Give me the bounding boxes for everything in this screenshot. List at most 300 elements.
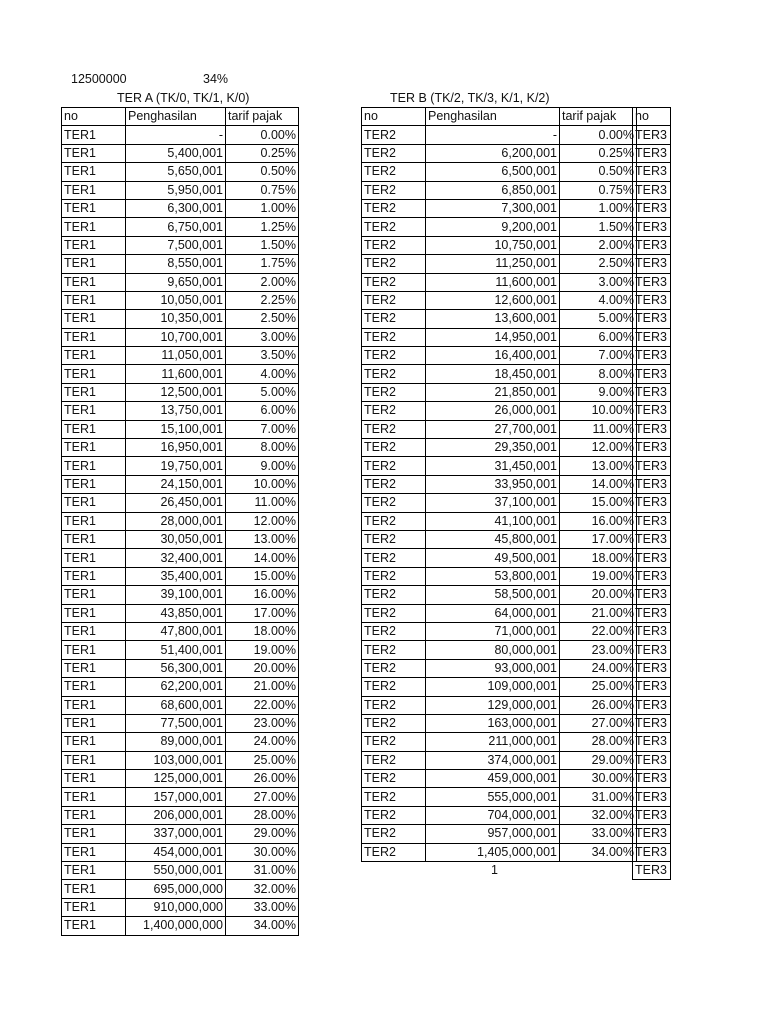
table-cell[interactable]: 1,400,000,000: [126, 917, 226, 935]
table-cell[interactable]: TER2: [362, 144, 426, 162]
table-cell[interactable]: TER1: [62, 310, 126, 328]
table-cell[interactable]: 1.00%: [560, 199, 637, 217]
table-cell[interactable]: 13,600,001: [426, 310, 560, 328]
table-cell[interactable]: TER2: [362, 696, 426, 714]
table-cell[interactable]: TER3: [633, 641, 671, 659]
table-cell[interactable]: TER1: [62, 622, 126, 640]
table-cell[interactable]: TER2: [362, 291, 426, 309]
table-cell[interactable]: TER1: [62, 218, 126, 236]
table-cell[interactable]: TER1: [62, 199, 126, 217]
table-cell[interactable]: TER1: [62, 806, 126, 824]
table-cell[interactable]: TER3: [633, 862, 671, 880]
table-cell[interactable]: 32.00%: [226, 880, 299, 898]
table-cell[interactable]: TER2: [362, 622, 426, 640]
table-cell[interactable]: 17.00%: [560, 530, 637, 548]
table-cell[interactable]: 550,000,001: [126, 862, 226, 880]
table-cell[interactable]: TER3: [633, 788, 671, 806]
table-cell[interactable]: TER3: [633, 586, 671, 604]
table-cell[interactable]: 28.00%: [560, 733, 637, 751]
table-cell[interactable]: 0.50%: [560, 163, 637, 181]
table-cell[interactable]: 32,400,001: [126, 549, 226, 567]
table-cell[interactable]: TER2: [362, 659, 426, 677]
table-cell[interactable]: TER3: [633, 770, 671, 788]
table-cell[interactable]: TER2: [362, 714, 426, 732]
table-cell[interactable]: TER2: [362, 383, 426, 401]
table-cell[interactable]: TER2: [362, 475, 426, 493]
table-cell[interactable]: 21.00%: [226, 678, 299, 696]
table-cell[interactable]: TER1: [62, 678, 126, 696]
table-cell[interactable]: TER1: [62, 163, 126, 181]
table-cell[interactable]: TER1: [62, 530, 126, 548]
table-cell[interactable]: 68,600,001: [126, 696, 226, 714]
table-cell[interactable]: 8,550,001: [126, 255, 226, 273]
table-cell[interactable]: 11.00%: [226, 494, 299, 512]
table-cell[interactable]: TER2: [362, 402, 426, 420]
table-cell[interactable]: TER1: [62, 439, 126, 457]
table-cell[interactable]: TER1: [62, 843, 126, 861]
table-cell[interactable]: 0.00%: [560, 126, 637, 144]
table-cell[interactable]: 29.00%: [560, 751, 637, 769]
table-cell[interactable]: TER3: [633, 604, 671, 622]
table-cell[interactable]: 9.00%: [560, 383, 637, 401]
table-cell[interactable]: 14.00%: [560, 475, 637, 493]
table-cell[interactable]: TER1: [62, 567, 126, 585]
table-cell[interactable]: 16.00%: [226, 586, 299, 604]
table-cell[interactable]: 28.00%: [226, 806, 299, 824]
table-cell[interactable]: TER3: [633, 126, 671, 144]
table-cell[interactable]: 26.00%: [560, 696, 637, 714]
table-cell[interactable]: 12.00%: [560, 439, 637, 457]
table-cell[interactable]: 31.00%: [560, 788, 637, 806]
table-cell[interactable]: 1.75%: [226, 255, 299, 273]
table-cell[interactable]: -: [126, 126, 226, 144]
table-cell[interactable]: 19.00%: [560, 567, 637, 585]
table-cell[interactable]: 555,000,001: [426, 788, 560, 806]
table-cell[interactable]: 18,450,001: [426, 365, 560, 383]
table-cell[interactable]: 24,150,001: [126, 475, 226, 493]
table-cell[interactable]: 125,000,001: [126, 770, 226, 788]
table-cell[interactable]: 33.00%: [226, 898, 299, 916]
table-cell[interactable]: TER3: [633, 549, 671, 567]
table-cell[interactable]: 157,000,001: [126, 788, 226, 806]
table-cell[interactable]: 22.00%: [226, 696, 299, 714]
column-header[interactable]: tarif pajak: [226, 108, 299, 126]
table-cell[interactable]: 17.00%: [226, 604, 299, 622]
table-cell[interactable]: 6,200,001: [426, 144, 560, 162]
column-header[interactable]: no: [362, 108, 426, 126]
table-cell[interactable]: TER3: [633, 806, 671, 824]
table-cell[interactable]: 18.00%: [560, 549, 637, 567]
table-cell[interactable]: TER3: [633, 751, 671, 769]
table-cell[interactable]: TER3: [633, 236, 671, 254]
table-cell[interactable]: TER2: [362, 347, 426, 365]
table-cell[interactable]: 31,450,001: [426, 457, 560, 475]
table-cell[interactable]: 9,200,001: [426, 218, 560, 236]
table-cell[interactable]: TER2: [362, 678, 426, 696]
table-cell[interactable]: TER1: [62, 880, 126, 898]
table-cell[interactable]: TER1: [62, 659, 126, 677]
table-cell[interactable]: TER3: [633, 347, 671, 365]
column-header[interactable]: no: [633, 108, 671, 126]
table-cell[interactable]: 51,400,001: [126, 641, 226, 659]
percent-value-cell[interactable]: 34%: [203, 72, 229, 86]
table-cell[interactable]: 13.00%: [560, 457, 637, 475]
table-cell[interactable]: 6,500,001: [426, 163, 560, 181]
table-cell[interactable]: TER2: [362, 567, 426, 585]
table-cell[interactable]: TER2: [362, 512, 426, 530]
table-cell[interactable]: TER3: [633, 328, 671, 346]
table-cell[interactable]: TER3: [633, 199, 671, 217]
table-cell[interactable]: TER2: [362, 788, 426, 806]
table-cell[interactable]: TER1: [62, 126, 126, 144]
table-cell[interactable]: 12,600,001: [426, 291, 560, 309]
table-cell[interactable]: TER1: [62, 917, 126, 935]
table-cell[interactable]: 9,650,001: [126, 273, 226, 291]
table-cell[interactable]: 30,050,001: [126, 530, 226, 548]
table-cell[interactable]: TER1: [62, 383, 126, 401]
table-cell[interactable]: 25.00%: [560, 678, 637, 696]
table-cell[interactable]: TER1: [62, 898, 126, 916]
table-cell[interactable]: 5,650,001: [126, 163, 226, 181]
table-cell[interactable]: 77,500,001: [126, 714, 226, 732]
table-cell[interactable]: TER3: [633, 310, 671, 328]
table-cell[interactable]: TER3: [633, 439, 671, 457]
table-cell[interactable]: TER2: [362, 825, 426, 843]
table-cell[interactable]: 37,100,001: [426, 494, 560, 512]
table-cell[interactable]: TER2: [362, 770, 426, 788]
table-cell[interactable]: 8.00%: [226, 439, 299, 457]
table-cell[interactable]: 28,000,001: [126, 512, 226, 530]
table-cell[interactable]: TER1: [62, 144, 126, 162]
column-header[interactable]: Penghasilan: [126, 108, 226, 126]
table-cell[interactable]: 62,200,001: [126, 678, 226, 696]
table-cell[interactable]: 39,100,001: [126, 586, 226, 604]
table-cell[interactable]: 0.00%: [226, 126, 299, 144]
table-cell[interactable]: TER2: [362, 586, 426, 604]
table-cell[interactable]: 206,000,001: [126, 806, 226, 824]
table-cell[interactable]: 30.00%: [560, 770, 637, 788]
table-cell[interactable]: 1,405,000,001: [426, 843, 560, 861]
table-cell[interactable]: 1.50%: [226, 236, 299, 254]
table-cell[interactable]: TER2: [362, 126, 426, 144]
table-cell[interactable]: TER3: [633, 144, 671, 162]
table-cell[interactable]: TER1: [62, 696, 126, 714]
table-cell[interactable]: 23.00%: [226, 714, 299, 732]
table-cell[interactable]: 11,250,001: [426, 255, 560, 273]
table-cell[interactable]: TER1: [62, 347, 126, 365]
table-cell[interactable]: 6,850,001: [426, 181, 560, 199]
table-cell[interactable]: TER2: [362, 549, 426, 567]
table-cell[interactable]: 16.00%: [560, 512, 637, 530]
column-header[interactable]: no: [62, 108, 126, 126]
table-cell[interactable]: 459,000,001: [426, 770, 560, 788]
table-cell[interactable]: 15.00%: [226, 567, 299, 585]
table-cell[interactable]: 27,700,001: [426, 420, 560, 438]
table-cell[interactable]: 64,000,001: [426, 604, 560, 622]
table-cell[interactable]: TER2: [362, 310, 426, 328]
table-cell[interactable]: 49,500,001: [426, 549, 560, 567]
table-cell[interactable]: 7.00%: [226, 420, 299, 438]
table-cell[interactable]: 26.00%: [226, 770, 299, 788]
table-cell[interactable]: TER2: [362, 328, 426, 346]
table-cell[interactable]: TER1: [62, 586, 126, 604]
table-cell[interactable]: 53,800,001: [426, 567, 560, 585]
table-cell[interactable]: 71,000,001: [426, 622, 560, 640]
table-cell[interactable]: 30.00%: [226, 843, 299, 861]
table-cell[interactable]: 0.25%: [560, 144, 637, 162]
table-cell[interactable]: TER2: [362, 604, 426, 622]
table-cell[interactable]: 3.50%: [226, 347, 299, 365]
table-cell[interactable]: TER2: [362, 163, 426, 181]
table-cell[interactable]: 6,750,001: [126, 218, 226, 236]
table-cell[interactable]: TER3: [633, 402, 671, 420]
table-cell[interactable]: 35,400,001: [126, 567, 226, 585]
table-cell[interactable]: TER2: [362, 236, 426, 254]
table-cell[interactable]: TER1: [62, 733, 126, 751]
income-value-cell[interactable]: 12500000: [71, 72, 127, 86]
table-cell[interactable]: TER3: [633, 494, 671, 512]
table-cell[interactable]: TER3: [633, 255, 671, 273]
table-cell[interactable]: 6.00%: [226, 402, 299, 420]
table-cell[interactable]: TER1: [62, 641, 126, 659]
table-cell[interactable]: TER3: [633, 163, 671, 181]
table-cell[interactable]: 11,600,001: [426, 273, 560, 291]
table-cell[interactable]: 337,000,001: [126, 825, 226, 843]
table-cell[interactable]: 2.50%: [560, 255, 637, 273]
table-cell[interactable]: 26,450,001: [126, 494, 226, 512]
table-cell[interactable]: TER2: [362, 420, 426, 438]
table-cell[interactable]: TER2: [362, 843, 426, 861]
table-cell[interactable]: 8.00%: [560, 365, 637, 383]
table-cell[interactable]: 6.00%: [560, 328, 637, 346]
table-cell[interactable]: 16,400,001: [426, 347, 560, 365]
table-cell[interactable]: 24.00%: [226, 733, 299, 751]
table-cell[interactable]: TER1: [62, 365, 126, 383]
table-cell[interactable]: TER3: [633, 420, 671, 438]
table-cell[interactable]: TER2: [362, 218, 426, 236]
table-cell[interactable]: TER1: [62, 255, 126, 273]
table-cell[interactable]: 27.00%: [560, 714, 637, 732]
table-cell[interactable]: 129,000,001: [426, 696, 560, 714]
table-cell[interactable]: 33,950,001: [426, 475, 560, 493]
table-cell[interactable]: 21,850,001: [426, 383, 560, 401]
table-cell[interactable]: TER2: [362, 806, 426, 824]
table-cell[interactable]: TER2: [362, 530, 426, 548]
table-cell[interactable]: 43,850,001: [126, 604, 226, 622]
table-cell[interactable]: 26,000,001: [426, 402, 560, 420]
table-cell[interactable]: 2.25%: [226, 291, 299, 309]
ter-b-footer-value[interactable]: 1: [491, 863, 498, 877]
table-cell[interactable]: 24.00%: [560, 659, 637, 677]
table-cell[interactable]: TER1: [62, 291, 126, 309]
table-cell[interactable]: TER1: [62, 714, 126, 732]
table-cell[interactable]: 5.00%: [226, 383, 299, 401]
table-cell[interactable]: TER3: [633, 512, 671, 530]
table-cell[interactable]: 7,300,001: [426, 199, 560, 217]
table-cell[interactable]: TER2: [362, 733, 426, 751]
table-cell[interactable]: TER2: [362, 641, 426, 659]
table-cell[interactable]: 211,000,001: [426, 733, 560, 751]
table-cell[interactable]: 13,750,001: [126, 402, 226, 420]
table-cell[interactable]: 5,950,001: [126, 181, 226, 199]
table-cell[interactable]: TER3: [633, 733, 671, 751]
table-cell[interactable]: 34.00%: [226, 917, 299, 935]
table-cell[interactable]: 19.00%: [226, 641, 299, 659]
table-cell[interactable]: 704,000,001: [426, 806, 560, 824]
table-cell[interactable]: TER2: [362, 273, 426, 291]
table-cell[interactable]: TER1: [62, 236, 126, 254]
table-cell[interactable]: 10,750,001: [426, 236, 560, 254]
table-cell[interactable]: TER2: [362, 255, 426, 273]
table-cell[interactable]: 15.00%: [560, 494, 637, 512]
table-cell[interactable]: 11,600,001: [126, 365, 226, 383]
table-cell[interactable]: 22.00%: [560, 622, 637, 640]
table-cell[interactable]: 11.00%: [560, 420, 637, 438]
table-cell[interactable]: TER3: [633, 659, 671, 677]
table-cell[interactable]: 89,000,001: [126, 733, 226, 751]
table-cell[interactable]: TER1: [62, 475, 126, 493]
table-cell[interactable]: 15,100,001: [126, 420, 226, 438]
table-cell[interactable]: TER2: [362, 457, 426, 475]
table-cell[interactable]: TER1: [62, 751, 126, 769]
table-cell[interactable]: 0.25%: [226, 144, 299, 162]
table-cell[interactable]: TER3: [633, 714, 671, 732]
table-cell[interactable]: TER3: [633, 843, 671, 861]
table-cell[interactable]: TER3: [633, 291, 671, 309]
table-cell[interactable]: 21.00%: [560, 604, 637, 622]
table-cell[interactable]: TER1: [62, 420, 126, 438]
table-cell[interactable]: TER2: [362, 365, 426, 383]
table-cell[interactable]: TER3: [633, 273, 671, 291]
table-cell[interactable]: 2.50%: [226, 310, 299, 328]
table-cell[interactable]: 20.00%: [560, 586, 637, 604]
table-cell[interactable]: 14,950,001: [426, 328, 560, 346]
table-cell[interactable]: 3.00%: [226, 328, 299, 346]
table-cell[interactable]: TER1: [62, 825, 126, 843]
table-cell[interactable]: 58,500,001: [426, 586, 560, 604]
table-cell[interactable]: 12,500,001: [126, 383, 226, 401]
table-cell[interactable]: 23.00%: [560, 641, 637, 659]
column-header[interactable]: tarif pajak: [560, 108, 637, 126]
table-cell[interactable]: 109,000,001: [426, 678, 560, 696]
table-cell[interactable]: TER3: [633, 383, 671, 401]
table-cell[interactable]: 957,000,001: [426, 825, 560, 843]
table-cell[interactable]: TER3: [633, 530, 671, 548]
table-cell[interactable]: 374,000,001: [426, 751, 560, 769]
table-cell[interactable]: 10,700,001: [126, 328, 226, 346]
table-cell[interactable]: TER3: [633, 218, 671, 236]
table-cell[interactable]: TER1: [62, 328, 126, 346]
table-cell[interactable]: TER1: [62, 604, 126, 622]
table-cell[interactable]: TER1: [62, 770, 126, 788]
table-cell[interactable]: TER1: [62, 402, 126, 420]
table-cell[interactable]: 10,050,001: [126, 291, 226, 309]
table-cell[interactable]: 10,350,001: [126, 310, 226, 328]
table-cell[interactable]: 5,400,001: [126, 144, 226, 162]
table-cell[interactable]: 4.00%: [226, 365, 299, 383]
table-cell[interactable]: 29,350,001: [426, 439, 560, 457]
table-cell[interactable]: 454,000,001: [126, 843, 226, 861]
table-cell[interactable]: 910,000,000: [126, 898, 226, 916]
table-cell[interactable]: 4.00%: [560, 291, 637, 309]
table-cell[interactable]: 56,300,001: [126, 659, 226, 677]
table-cell[interactable]: 41,100,001: [426, 512, 560, 530]
table-cell[interactable]: 93,000,001: [426, 659, 560, 677]
table-cell[interactable]: TER1: [62, 494, 126, 512]
table-cell[interactable]: 34.00%: [560, 843, 637, 861]
table-cell[interactable]: TER1: [62, 181, 126, 199]
table-cell[interactable]: 80,000,001: [426, 641, 560, 659]
table-cell[interactable]: TER3: [633, 825, 671, 843]
table-cell[interactable]: 0.75%: [226, 181, 299, 199]
table-cell[interactable]: TER3: [633, 365, 671, 383]
table-cell[interactable]: 9.00%: [226, 457, 299, 475]
table-cell[interactable]: TER1: [62, 457, 126, 475]
table-cell[interactable]: 33.00%: [560, 825, 637, 843]
table-cell[interactable]: 0.75%: [560, 181, 637, 199]
table-cell[interactable]: 25.00%: [226, 751, 299, 769]
table-cell[interactable]: 31.00%: [226, 862, 299, 880]
table-cell[interactable]: 45,800,001: [426, 530, 560, 548]
table-cell[interactable]: TER2: [362, 439, 426, 457]
table-cell[interactable]: 163,000,001: [426, 714, 560, 732]
table-cell[interactable]: TER2: [362, 199, 426, 217]
table-cell[interactable]: TER3: [633, 457, 671, 475]
table-cell[interactable]: 19,750,001: [126, 457, 226, 475]
table-cell[interactable]: TER3: [633, 475, 671, 493]
table-cell[interactable]: 7,500,001: [126, 236, 226, 254]
table-cell[interactable]: TER2: [362, 181, 426, 199]
table-cell[interactable]: TER1: [62, 512, 126, 530]
table-cell[interactable]: 47,800,001: [126, 622, 226, 640]
table-cell[interactable]: 6,300,001: [126, 199, 226, 217]
table-cell[interactable]: 10.00%: [226, 475, 299, 493]
table-cell[interactable]: 10.00%: [560, 402, 637, 420]
table-cell[interactable]: 1.00%: [226, 199, 299, 217]
table-cell[interactable]: TER1: [62, 273, 126, 291]
table-cell[interactable]: 1.25%: [226, 218, 299, 236]
table-cell[interactable]: TER1: [62, 549, 126, 567]
table-cell[interactable]: 1.50%: [560, 218, 637, 236]
table-cell[interactable]: TER3: [633, 622, 671, 640]
column-header[interactable]: Penghasilan: [426, 108, 560, 126]
table-cell[interactable]: 29.00%: [226, 825, 299, 843]
table-cell[interactable]: 11,050,001: [126, 347, 226, 365]
table-cell[interactable]: TER3: [633, 181, 671, 199]
table-cell[interactable]: 13.00%: [226, 530, 299, 548]
table-cell[interactable]: TER1: [62, 862, 126, 880]
table-cell[interactable]: 12.00%: [226, 512, 299, 530]
table-cell[interactable]: TER2: [362, 751, 426, 769]
table-cell[interactable]: TER3: [633, 696, 671, 714]
table-cell[interactable]: 2.00%: [560, 236, 637, 254]
table-cell[interactable]: 103,000,001: [126, 751, 226, 769]
table-cell[interactable]: -: [426, 126, 560, 144]
table-cell[interactable]: 14.00%: [226, 549, 299, 567]
table-cell[interactable]: TER3: [633, 678, 671, 696]
table-cell[interactable]: TER2: [362, 494, 426, 512]
table-cell[interactable]: 3.00%: [560, 273, 637, 291]
table-cell[interactable]: TER3: [633, 567, 671, 585]
table-cell[interactable]: 20.00%: [226, 659, 299, 677]
table-cell[interactable]: 16,950,001: [126, 439, 226, 457]
table-cell[interactable]: TER1: [62, 788, 126, 806]
table-cell[interactable]: 695,000,000: [126, 880, 226, 898]
table-cell[interactable]: 0.50%: [226, 163, 299, 181]
table-cell[interactable]: 27.00%: [226, 788, 299, 806]
table-cell[interactable]: 32.00%: [560, 806, 637, 824]
table-cell[interactable]: 18.00%: [226, 622, 299, 640]
